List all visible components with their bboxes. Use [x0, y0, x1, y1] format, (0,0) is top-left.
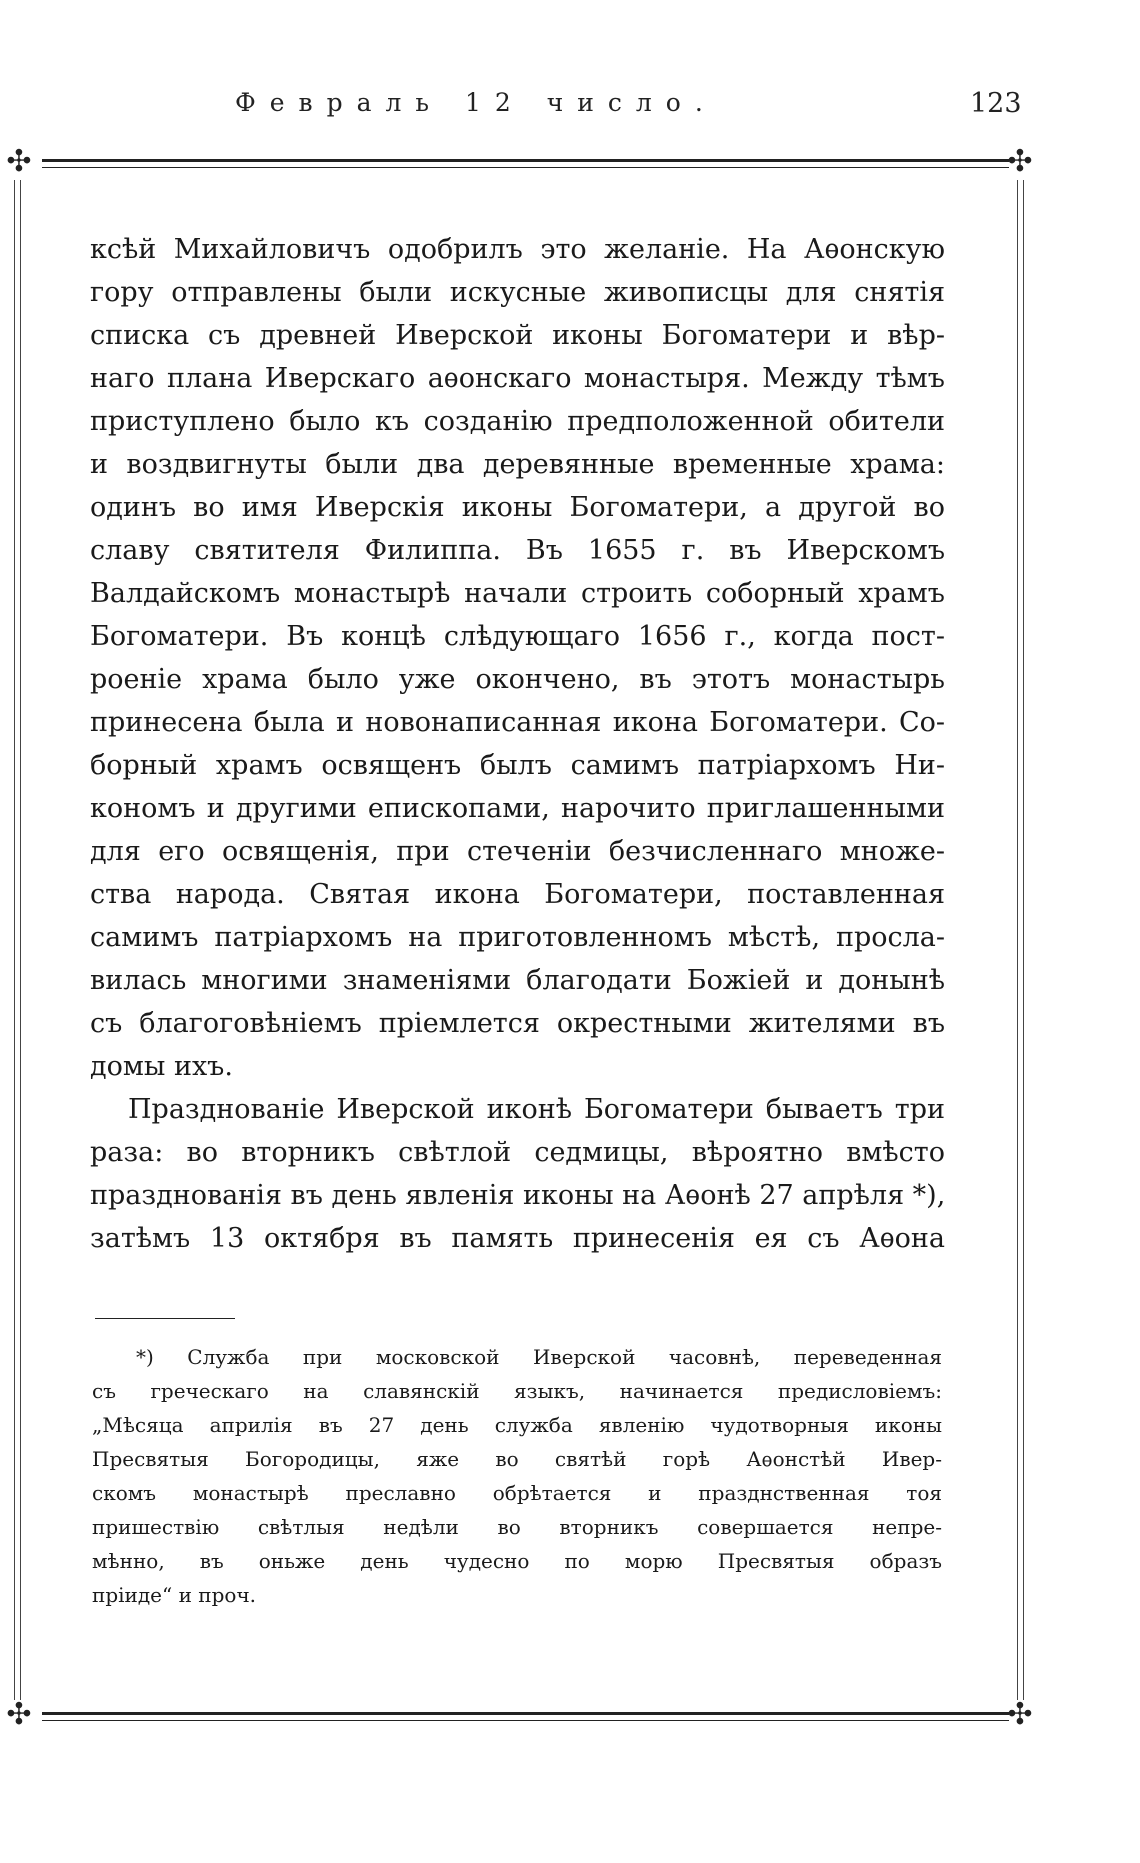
footnote-separator: [95, 1318, 235, 1319]
text-line: гору отправлены были искусные живописцы для снятія: [90, 277, 945, 308]
text-line: и воздвигнуты были два деревянные временные храма:: [90, 449, 945, 480]
running-title: Февраль 12 число.: [235, 88, 717, 117]
footnote-line: мѣнно, въ оньже день чудесно по морю Пресвятыя образъ: [92, 1549, 942, 1573]
corner-ornament-icon: ✣: [1007, 144, 1033, 179]
text-line: для его освященія, при стеченіи безчисленнаго множе-: [90, 836, 945, 867]
text-line: самимъ патріархомъ на приготовленномъ мѣстѣ, просла-: [90, 922, 945, 953]
corner-ornament-icon: ✣: [6, 1697, 32, 1732]
text-line: домы ихъ.: [90, 1051, 233, 1082]
page-number: 123: [970, 88, 1022, 119]
text-line: роеніе храма было уже окончено, въ этотъ монастырь: [90, 664, 945, 695]
text-line: Богоматери. Въ концѣ слѣдующаго 1656 г., когда пост-: [90, 621, 945, 652]
text-line: съ благоговѣніемъ пріемлется окрестными жителями въ: [90, 1008, 945, 1039]
footnote: [92, 1340, 942, 1612]
footnote-line: пришествію свѣтлыя недѣли во вторникъ совершается непре-: [92, 1515, 942, 1539]
text-line: затѣмъ 13 октября въ память принесенія ея съ Аѳона: [90, 1223, 945, 1254]
footnote-line: „Мѣсяца априлія въ 27 день служба явленію чудотворныя иконы: [92, 1413, 942, 1437]
footnote-line: *) Служба при московской Иверской часовнѣ, переведенная: [136, 1345, 942, 1369]
text-line: Валдайскомъ монастырѣ начали строить соборный храмъ: [90, 578, 945, 609]
frame-top-rule: [42, 159, 1009, 162]
frame-top-rule-thin: [42, 167, 1009, 168]
text-line: раза: во вторникъ свѣтлой седмицы, вѣроятно вмѣсто: [90, 1137, 945, 1168]
text-line: кономъ и другими епископами, нарочито приглашенными: [90, 793, 945, 824]
frame-right-rule-inner: [1023, 180, 1024, 1700]
text-line: вилась многими знаменіями благодати Божіей и донынѣ: [90, 965, 945, 996]
text-line: борный храмъ освященъ былъ самимъ патріархомъ Ни-: [90, 750, 945, 781]
text-line: Празднованіе Иверской иконѣ Богоматери бываетъ три: [128, 1094, 945, 1125]
frame-left-rule-inner: [20, 180, 21, 1700]
text-line: принесена была и новонаписанная икона Богоматери. Со-: [90, 707, 945, 738]
corner-ornament-icon: ✣: [6, 144, 32, 179]
text-line: ства народа. Святая икона Богоматери, поставленная: [90, 879, 945, 910]
frame-right-rule: [1017, 180, 1018, 1700]
frame-left-rule: [14, 180, 15, 1700]
text-line: славу святителя Филиппа. Въ 1655 г. въ Иверскомъ: [90, 535, 945, 566]
footnote-line: Пресвятыя Богородицы, яже во святѣй горѣ Аѳонстѣй Ивер-: [92, 1447, 942, 1471]
frame-bottom-rule: [42, 1712, 1009, 1715]
text-line: приступлено было къ созданію предположенной обители: [90, 406, 945, 437]
footnote-line: съ греческаго на славянскій языкъ, начинается предисловіемъ:: [92, 1379, 942, 1403]
footnote-line: пріиде“ и проч.: [92, 1583, 257, 1607]
text-line: наго плана Иверскаго аѳонскаго монастыря. Между тѣмъ: [90, 363, 945, 394]
footnote-line: скомъ монастырѣ преславно обрѣтается и празднственная тоя: [92, 1481, 942, 1505]
text-line: ксѣй Михайловичъ одобрилъ это желаніе. На Аѳонскую: [90, 234, 945, 265]
text-line: одинъ во имя Иверскія иконы Богоматери, а другой во: [90, 492, 945, 523]
body-text: [90, 228, 945, 1260]
text-line: списка съ древней Иверской иконы Богоматери и вѣр-: [90, 320, 945, 351]
frame-bottom-rule-thin: [42, 1720, 1009, 1721]
text-line: празднованія въ день явленія иконы на Аѳонѣ 27 апрѣля *),: [90, 1180, 946, 1211]
corner-ornament-icon: ✣: [1007, 1697, 1033, 1732]
